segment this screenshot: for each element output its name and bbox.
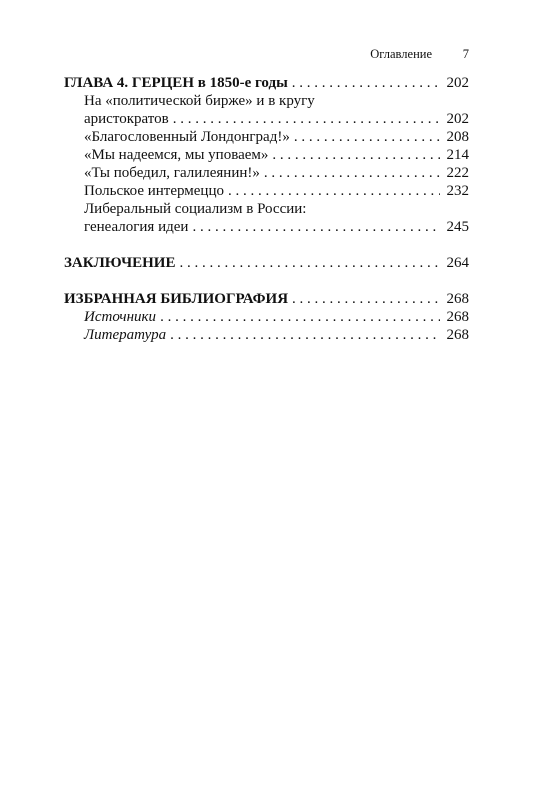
- dot-leader: [292, 290, 440, 308]
- toc-entry-page: 208: [446, 129, 469, 145]
- toc-entry-page: 202: [446, 75, 469, 91]
- toc-entry-title-line1: На «политической бирже» и в кругу: [84, 93, 315, 109]
- toc-entry-page: 222: [446, 165, 469, 181]
- dot-leader: [272, 146, 440, 164]
- toc-entry-galilean[interactable]: [64, 164, 469, 182]
- toc-entry-title: Польское интермеццо: [84, 183, 224, 199]
- dot-leader: [264, 164, 440, 182]
- toc-entry-chapter-4[interactable]: [64, 74, 469, 92]
- toc-entry-title-line1: Либеральный социализм в России:: [84, 201, 307, 217]
- dot-leader: [160, 308, 440, 326]
- dot-leader: [179, 254, 440, 272]
- toc-entry-page: 232: [446, 183, 469, 199]
- toc-entry-page: 268: [446, 309, 469, 325]
- toc-entry-title: ЗАКЛЮЧЕНИЕ: [64, 255, 176, 271]
- toc-entry-page: 268: [446, 291, 469, 307]
- running-head-page-number: 7: [462, 47, 469, 61]
- toc-entry-page: 214: [446, 147, 469, 163]
- toc-entry-title: «Мы надеемся, мы уповаем»: [84, 147, 269, 163]
- toc-entry-title: ИЗБРАННАЯ БИБЛИОГРАФИЯ: [64, 291, 289, 307]
- dot-leader: [173, 110, 440, 128]
- toc-entry-title: «Благословенный Лондонград!»: [84, 129, 290, 145]
- toc-entry-page: 202: [446, 111, 469, 127]
- toc-entry-title-line2: генеалогия идеи: [84, 219, 189, 235]
- running-head-title: Оглавление: [370, 47, 432, 61]
- toc-entry-title: Источники: [84, 309, 157, 325]
- toc-entry-polish-intermezzo[interactable]: [64, 182, 469, 200]
- toc-entry-page: 245: [446, 219, 469, 235]
- toc-entry-political-exchange[interactable]: [64, 92, 469, 128]
- toc-entry-conclusion[interactable]: [64, 254, 469, 272]
- toc-entry-title: ГЛАВА 4. ГЕРЦЕН в 1850-е годы: [64, 75, 288, 91]
- running-head: [64, 47, 469, 63]
- toc-entry-literature[interactable]: [64, 326, 469, 344]
- toc-entry-title: «Ты победил, галилеянин!»: [84, 165, 260, 181]
- toc-entry-title: Литература: [84, 327, 167, 343]
- toc-entry-page: 264: [446, 255, 469, 271]
- toc-entry-bibliography[interactable]: [64, 290, 469, 308]
- dot-leader: [192, 218, 440, 236]
- toc-entry-sources[interactable]: [64, 308, 469, 326]
- toc-entry-title-line2: аристократов: [84, 111, 169, 127]
- toc-entry-we-hope[interactable]: [64, 146, 469, 164]
- dot-leader: [292, 74, 440, 92]
- dot-leader: [170, 326, 440, 344]
- toc-entry-page: 268: [446, 327, 469, 343]
- dot-leader: [294, 128, 440, 146]
- toc-entry-londongrad[interactable]: [64, 128, 469, 146]
- toc-entry-liberal-socialism[interactable]: [64, 200, 469, 236]
- table-of-contents: [64, 74, 469, 344]
- dot-leader: [228, 182, 440, 200]
